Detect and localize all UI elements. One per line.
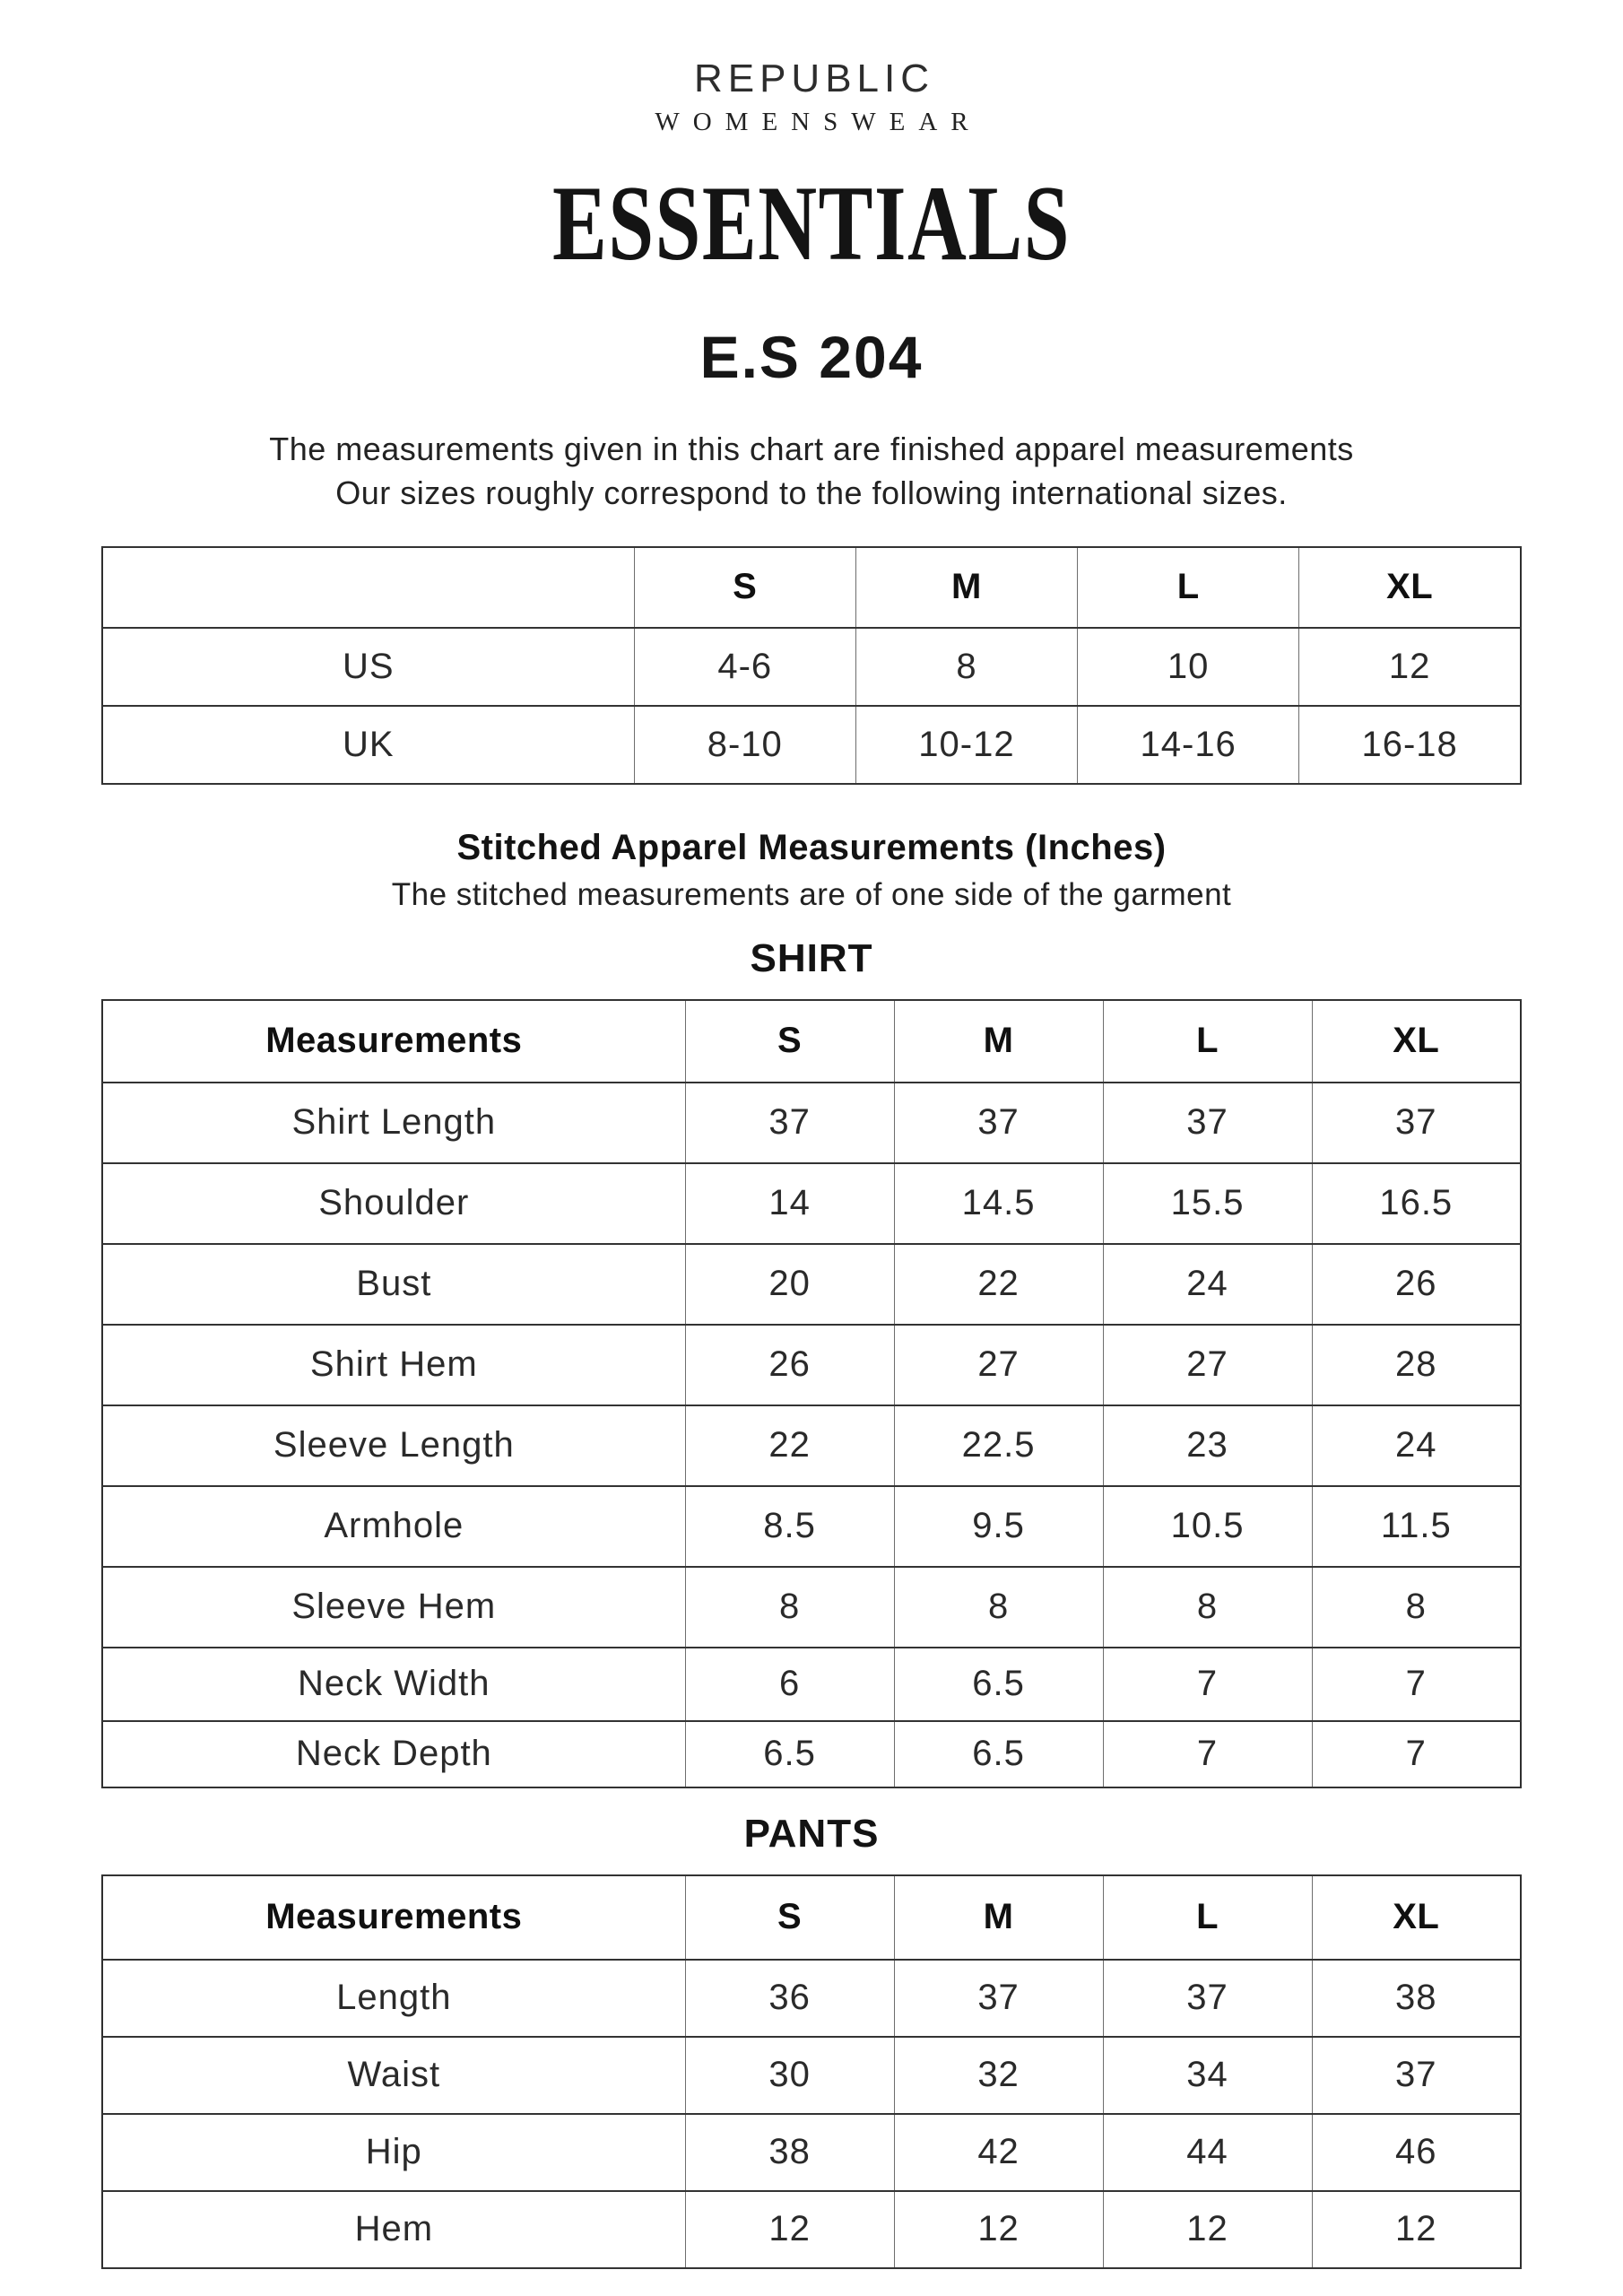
table-row (102, 1325, 1521, 1405)
measurement-cell: 8 (855, 628, 1077, 706)
measurement-cell: 22.5 (894, 1405, 1103, 1486)
row-label: Shirt Hem (102, 1325, 685, 1405)
measurement-cell: 14 (685, 1163, 894, 1244)
row-label: Sleeve Hem (102, 1567, 685, 1648)
intro-line-1: The measurements given in this chart are finished apparel measurements (269, 430, 1354, 467)
size-column-header: M (855, 547, 1077, 628)
measurement-cell: 20 (685, 1244, 894, 1325)
measurement-cell: 34 (1103, 2037, 1312, 2114)
row-label-column-header: Measurements (102, 1875, 685, 1960)
table-row (102, 2191, 1521, 2268)
intro-text (101, 428, 1522, 516)
measurement-cell: 32 (894, 2037, 1103, 2114)
row-label: US (102, 628, 634, 706)
measurement-cell: 26 (1312, 1244, 1521, 1325)
table-row (102, 2037, 1521, 2114)
measurement-cell: 12 (894, 2191, 1103, 2268)
measurement-cell: 24 (1103, 1244, 1312, 1325)
size-chart-page (101, 0, 1522, 2269)
size-conversion-table (101, 546, 1522, 785)
header-row (102, 547, 1521, 628)
measurement-cell: 37 (1103, 1083, 1312, 1163)
row-label: Armhole (102, 1486, 685, 1567)
measurement-cell: 6.5 (894, 1648, 1103, 1721)
size-column-header: M (894, 1000, 1103, 1083)
measurement-cell: 38 (1312, 1960, 1521, 2037)
row-label: Waist (102, 2037, 685, 2114)
measurement-cell: 23 (1103, 1405, 1312, 1486)
size-column-header: M (894, 1875, 1103, 1960)
measurement-cell: 11.5 (1312, 1486, 1521, 1567)
measurement-cell: 27 (894, 1325, 1103, 1405)
measurement-cell: 7 (1312, 1721, 1521, 1787)
measurement-cell: 6.5 (894, 1721, 1103, 1787)
row-label: Bust (102, 1244, 685, 1325)
table-row (102, 1083, 1521, 1163)
measurement-cell: 8.5 (685, 1486, 894, 1567)
brand-division: WOMENSWEAR (655, 108, 982, 136)
measurement-cell: 7 (1103, 1648, 1312, 1721)
measurement-cell: 22 (685, 1405, 894, 1486)
header-row (102, 1000, 1521, 1083)
table-row (102, 1163, 1521, 1244)
measurement-cell: 37 (894, 1960, 1103, 2037)
measurement-cell: 8 (894, 1567, 1103, 1648)
intro-line-2: Our sizes roughly correspond to the following international sizes. (335, 474, 1288, 511)
measurement-cell: 14.5 (894, 1163, 1103, 1244)
row-label: UK (102, 706, 634, 784)
product-code: E.S 204 (699, 324, 924, 390)
table-row (102, 1960, 1521, 2037)
shirt-title: SHIRT (750, 935, 873, 980)
pants-measurements-table (101, 1874, 1522, 2269)
size-column-header: S (685, 1875, 894, 1960)
measurement-cell: 12 (1299, 628, 1521, 706)
table-row (102, 1486, 1521, 1567)
measurement-cell: 37 (1312, 2037, 1521, 2114)
measurement-cell: 4-6 (634, 628, 855, 706)
measurement-cell: 12 (685, 2191, 894, 2268)
stitched-section-subtitle: The stitched measurements are of one side of the garment (391, 876, 1232, 912)
measurement-cell: 6.5 (685, 1721, 894, 1787)
measurement-cell: 12 (1103, 2191, 1312, 2268)
measurement-cell: 8 (1103, 1567, 1312, 1648)
row-label-column-header (102, 547, 634, 628)
measurement-cell: 16.5 (1312, 1163, 1521, 1244)
measurement-cell: 12 (1312, 2191, 1521, 2268)
measurement-cell: 37 (1312, 1083, 1521, 1163)
measurement-cell: 16-18 (1299, 706, 1521, 784)
measurement-cell: 36 (685, 1960, 894, 2037)
measurement-cell: 14-16 (1078, 706, 1299, 784)
row-label: Length (102, 1960, 685, 2037)
stitched-section-title: Stitched Apparel Measurements (Inches) (456, 827, 1167, 867)
header-row (102, 1875, 1521, 1960)
table-row (102, 1721, 1521, 1787)
size-column-header: XL (1312, 1000, 1521, 1083)
brand-block (101, 57, 1522, 283)
measurement-cell: 37 (1103, 1960, 1312, 2037)
measurement-cell: 9.5 (894, 1486, 1103, 1567)
measurement-cell: 38 (685, 2114, 894, 2191)
row-label: Shoulder (102, 1163, 685, 1244)
size-column-header: XL (1312, 1875, 1521, 1960)
table-row (102, 2114, 1521, 2191)
size-column-header: S (634, 547, 855, 628)
measurement-cell: 26 (685, 1325, 894, 1405)
table-row (102, 1244, 1521, 1325)
measurement-cell: 30 (685, 2037, 894, 2114)
row-label: Neck Depth (102, 1721, 685, 1787)
size-column-header: L (1078, 547, 1299, 628)
table-row (102, 628, 1521, 706)
measurement-cell: 10 (1078, 628, 1299, 706)
row-label: Neck Width (102, 1648, 685, 1721)
measurement-cell: 10.5 (1103, 1486, 1312, 1567)
measurement-cell: 22 (894, 1244, 1103, 1325)
measurement-cell: 7 (1103, 1721, 1312, 1787)
row-label: Hem (102, 2191, 685, 2268)
measurement-cell: 8 (685, 1567, 894, 1648)
collection-title: ESSENTIALS (552, 163, 1071, 283)
brand-name: REPUBLIC (693, 57, 935, 100)
table-row (102, 1648, 1521, 1721)
row-label: Hip (102, 2114, 685, 2191)
measurement-cell: 10-12 (855, 706, 1077, 784)
measurement-cell: 24 (1312, 1405, 1521, 1486)
measurement-cell: 37 (894, 1083, 1103, 1163)
size-column-header: S (685, 1000, 894, 1083)
measurement-cell: 46 (1312, 2114, 1521, 2191)
row-label-column-header: Measurements (102, 1000, 685, 1083)
measurement-cell: 44 (1103, 2114, 1312, 2191)
measurement-cell: 7 (1312, 1648, 1521, 1721)
row-label: Sleeve Length (102, 1405, 685, 1486)
row-label: Shirt Length (102, 1083, 685, 1163)
table-row (102, 1567, 1521, 1648)
measurement-cell: 15.5 (1103, 1163, 1312, 1244)
size-column-header: L (1103, 1000, 1312, 1083)
measurement-cell: 28 (1312, 1325, 1521, 1405)
measurement-cell: 27 (1103, 1325, 1312, 1405)
measurement-cell: 8 (1312, 1567, 1521, 1648)
size-column-header: XL (1299, 547, 1521, 628)
pants-title: PANTS (743, 1811, 880, 1856)
measurement-cell: 6 (685, 1648, 894, 1721)
measurement-cell: 37 (685, 1083, 894, 1163)
shirt-measurements-table (101, 999, 1522, 1788)
measurement-cell: 42 (894, 2114, 1103, 2191)
measurement-cell: 8-10 (634, 706, 855, 784)
table-row (102, 1405, 1521, 1486)
table-row (102, 706, 1521, 784)
size-column-header: L (1103, 1875, 1312, 1960)
